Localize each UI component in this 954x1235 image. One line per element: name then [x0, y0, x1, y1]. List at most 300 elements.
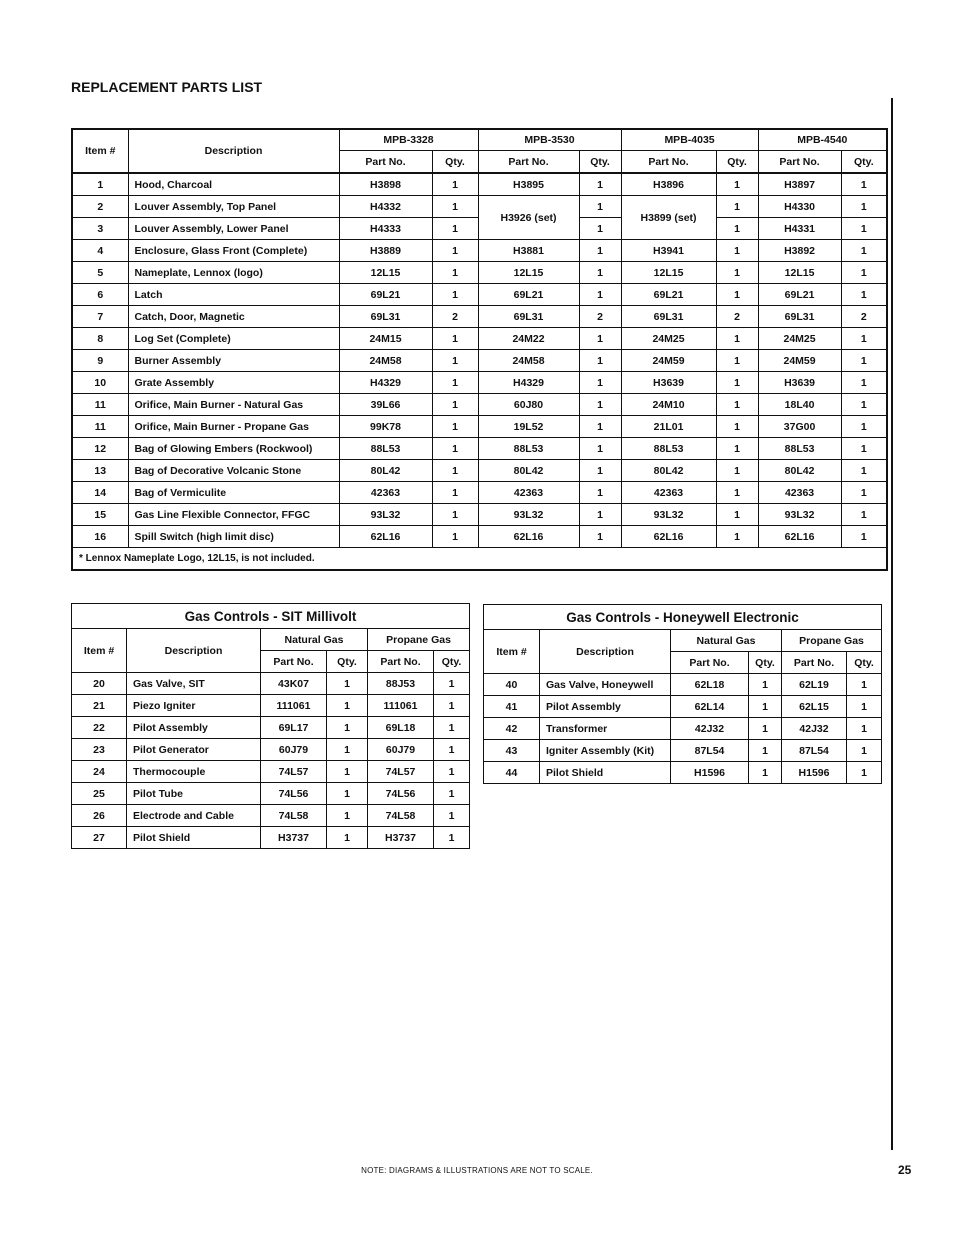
- header-qty: Qty.: [716, 151, 758, 174]
- quantity: 1: [579, 173, 621, 196]
- part-description: Transformer: [540, 718, 671, 740]
- part-number: 62L16: [758, 526, 841, 548]
- part-number: 24M58: [339, 350, 432, 372]
- propane-gas-quantity: 1: [847, 718, 882, 740]
- natural-gas-quantity: 1: [749, 674, 782, 696]
- natural-gas-quantity: 1: [327, 783, 368, 805]
- propane-gas-part-number: H3737: [368, 827, 434, 849]
- replacement-parts-table: [71, 128, 888, 571]
- quantity: 1: [432, 328, 478, 350]
- part-number: 88L53: [758, 438, 841, 460]
- part-number: 69L21: [621, 284, 716, 306]
- part-number: 99K78: [339, 416, 432, 438]
- table-row: [72, 739, 470, 761]
- part-number: 62L16: [621, 526, 716, 548]
- part-number: H3897: [758, 173, 841, 196]
- natural-gas-quantity: 1: [327, 739, 368, 761]
- natural-gas-part-number: 74L57: [261, 761, 327, 783]
- part-description: Pilot Generator: [127, 739, 261, 761]
- part-description: Gas Valve, Honeywell: [540, 674, 671, 696]
- quantity: 1: [432, 262, 478, 284]
- quantity: 1: [579, 262, 621, 284]
- quantity: 1: [579, 482, 621, 504]
- quantity: 1: [716, 328, 758, 350]
- part-number: 69L21: [758, 284, 841, 306]
- quantity: 1: [432, 438, 478, 460]
- item-number: 3: [72, 218, 128, 240]
- item-number: 42: [484, 718, 540, 740]
- part-number: 93L32: [758, 504, 841, 526]
- propane-gas-part-number: 74L58: [368, 805, 434, 827]
- table-row: [72, 717, 470, 739]
- part-number: 62L16: [478, 526, 579, 548]
- quantity: 1: [841, 416, 887, 438]
- quantity: 1: [579, 460, 621, 482]
- part-number: 12L15: [339, 262, 432, 284]
- quantity: 1: [841, 526, 887, 548]
- part-description: Gas Line Flexible Connector, FFGC: [128, 504, 339, 526]
- quantity: 1: [432, 218, 478, 240]
- part-number: 69L31: [758, 306, 841, 328]
- part-number: H3892: [758, 240, 841, 262]
- part-number: 42363: [478, 482, 579, 504]
- propane-gas-quantity: 1: [847, 674, 882, 696]
- table-row: [72, 805, 470, 827]
- natural-gas-part-number: 62L14: [671, 696, 749, 718]
- quantity: 1: [841, 284, 887, 306]
- item-number: 7: [72, 306, 128, 328]
- natural-gas-quantity: 1: [327, 805, 368, 827]
- item-number: 6: [72, 284, 128, 306]
- quantity: 1: [841, 240, 887, 262]
- item-number: 11: [72, 394, 128, 416]
- part-number: 60J80: [478, 394, 579, 416]
- propane-gas-part-number: 62L19: [782, 674, 847, 696]
- propane-gas-quantity: 1: [434, 739, 470, 761]
- propane-gas-quantity: 1: [434, 761, 470, 783]
- header-part-no: Part No.: [339, 151, 432, 174]
- header-qty: Qty.: [847, 652, 882, 674]
- natural-gas-part-number: 43K07: [261, 673, 327, 695]
- part-number: 24M10: [621, 394, 716, 416]
- part-number: 93L32: [478, 504, 579, 526]
- header-qty: Qty.: [841, 151, 887, 174]
- header-qty: Qty.: [327, 651, 368, 673]
- quantity: 2: [716, 306, 758, 328]
- part-description: Burner Assembly: [128, 350, 339, 372]
- propane-gas-quantity: 1: [847, 696, 882, 718]
- header-natural-gas: Natural Gas: [671, 630, 782, 652]
- header-part-no: Part No.: [782, 652, 847, 674]
- item-number: 12: [72, 438, 128, 460]
- part-description: Bag of Decorative Volcanic Stone: [128, 460, 339, 482]
- footnote: * Lennox Nameplate Logo, 12L15, is not included.: [72, 548, 887, 571]
- table-row: [72, 482, 887, 504]
- quantity: 1: [716, 262, 758, 284]
- natural-gas-quantity: 1: [327, 761, 368, 783]
- part-number: 24M58: [478, 350, 579, 372]
- part-description: Louver Assembly, Lower Panel: [128, 218, 339, 240]
- part-number: 18L40: [758, 394, 841, 416]
- item-number: 5: [72, 262, 128, 284]
- natural-gas-part-number: 111061: [261, 695, 327, 717]
- table-row: [484, 762, 882, 784]
- quantity: 1: [716, 240, 758, 262]
- part-number: 24M59: [621, 350, 716, 372]
- natural-gas-part-number: 74L56: [261, 783, 327, 805]
- natural-gas-part-number: 74L58: [261, 805, 327, 827]
- table-row: [72, 827, 470, 849]
- part-number: H4331: [758, 218, 841, 240]
- part-description: Thermocouple: [127, 761, 261, 783]
- table-row: [484, 696, 882, 718]
- part-number: 39L66: [339, 394, 432, 416]
- natural-gas-quantity: 1: [327, 695, 368, 717]
- part-description: Pilot Assembly: [127, 717, 261, 739]
- quantity: 1: [432, 372, 478, 394]
- part-description: Catch, Door, Magnetic: [128, 306, 339, 328]
- table-row: [484, 740, 882, 762]
- propane-gas-quantity: 1: [847, 762, 882, 784]
- table-row: [72, 783, 470, 805]
- quantity: 1: [716, 416, 758, 438]
- header-item: Item #: [484, 630, 540, 674]
- table-row: [72, 240, 887, 262]
- quantity: 1: [579, 218, 621, 240]
- quantity: 1: [716, 284, 758, 306]
- natural-gas-quantity: 1: [749, 762, 782, 784]
- table-row: [72, 673, 470, 695]
- item-number: 8: [72, 328, 128, 350]
- quantity: 1: [716, 504, 758, 526]
- natural-gas-part-number: 87L54: [671, 740, 749, 762]
- quantity: 1: [579, 394, 621, 416]
- natural-gas-part-number: 62L18: [671, 674, 749, 696]
- part-description: Nameplate, Lennox (logo): [128, 262, 339, 284]
- table-caption: Gas Controls - SIT Millivolt: [72, 604, 470, 629]
- header-qty: Qty.: [434, 651, 470, 673]
- part-number: 88L53: [339, 438, 432, 460]
- part-number: 80L42: [758, 460, 841, 482]
- natural-gas-quantity: 1: [327, 717, 368, 739]
- part-number: H4330: [758, 196, 841, 218]
- part-number: H3898: [339, 173, 432, 196]
- part-description: Spill Switch (high limit disc): [128, 526, 339, 548]
- quantity: 1: [841, 482, 887, 504]
- header-model: MPB-3328: [339, 129, 478, 151]
- table-row: [72, 695, 470, 717]
- propane-gas-part-number: H1596: [782, 762, 847, 784]
- header-description: Description: [127, 629, 261, 673]
- item-number: 24: [72, 761, 127, 783]
- table-row: [72, 372, 887, 394]
- quantity: 1: [841, 372, 887, 394]
- header-natural-gas: Natural Gas: [261, 629, 368, 651]
- quantity: 1: [579, 350, 621, 372]
- quantity: 1: [716, 350, 758, 372]
- quantity: 2: [841, 306, 887, 328]
- natural-gas-part-number: 69L17: [261, 717, 327, 739]
- part-number: 12L15: [621, 262, 716, 284]
- part-description: Grate Assembly: [128, 372, 339, 394]
- table-row: [484, 718, 882, 740]
- header-item: Item #: [72, 629, 127, 673]
- propane-gas-part-number: 60J79: [368, 739, 434, 761]
- item-number: 14: [72, 482, 128, 504]
- item-number: 2: [72, 196, 128, 218]
- propane-gas-quantity: 1: [434, 673, 470, 695]
- quantity: 1: [841, 196, 887, 218]
- part-description: Enclosure, Glass Front (Complete): [128, 240, 339, 262]
- quantity: 1: [841, 218, 887, 240]
- quantity: 1: [841, 262, 887, 284]
- header-qty: Qty.: [579, 151, 621, 174]
- item-number: 20: [72, 673, 127, 695]
- quantity: 1: [716, 218, 758, 240]
- part-number: 80L42: [478, 460, 579, 482]
- item-number: 4: [72, 240, 128, 262]
- quantity: 1: [579, 284, 621, 306]
- table-row: [72, 438, 887, 460]
- page-title: REPLACEMENT PARTS LIST: [71, 79, 263, 95]
- table-row: [72, 196, 887, 218]
- item-number: 21: [72, 695, 127, 717]
- item-number: 26: [72, 805, 127, 827]
- item-number: 10: [72, 372, 128, 394]
- part-number: 37G00: [758, 416, 841, 438]
- vertical-rule: [891, 98, 893, 1150]
- quantity: 1: [432, 416, 478, 438]
- propane-gas-quantity: 1: [434, 783, 470, 805]
- page-number: 25: [898, 1163, 912, 1177]
- propane-gas-part-number: 87L54: [782, 740, 847, 762]
- part-description: Orifice, Main Burner - Natural Gas: [128, 394, 339, 416]
- item-number: 40: [484, 674, 540, 696]
- part-number: H3639: [758, 372, 841, 394]
- quantity: 1: [432, 482, 478, 504]
- propane-gas-part-number: 74L57: [368, 761, 434, 783]
- part-description: Igniter Assembly (Kit): [540, 740, 671, 762]
- part-number: H4332: [339, 196, 432, 218]
- header-model: MPB-4540: [758, 129, 887, 151]
- part-description: Piezo Igniter: [127, 695, 261, 717]
- part-number: H3941: [621, 240, 716, 262]
- quantity: 1: [579, 438, 621, 460]
- part-description: Log Set (Complete): [128, 328, 339, 350]
- part-number: H3881: [478, 240, 579, 262]
- item-number: 1: [72, 173, 128, 196]
- quantity: 1: [432, 350, 478, 372]
- quantity: 1: [716, 438, 758, 460]
- quantity: 1: [432, 173, 478, 196]
- honeywell-electronic-table: [483, 604, 882, 784]
- part-number: 21L01: [621, 416, 716, 438]
- part-number: 88L53: [478, 438, 579, 460]
- part-description: Pilot Assembly: [540, 696, 671, 718]
- natural-gas-quantity: 1: [749, 740, 782, 762]
- quantity: 1: [432, 504, 478, 526]
- table-row: [72, 284, 887, 306]
- propane-gas-part-number: 69L18: [368, 717, 434, 739]
- header-qty: Qty.: [749, 652, 782, 674]
- part-number: H3639: [621, 372, 716, 394]
- table-row: [72, 460, 887, 482]
- header-propane-gas: Propane Gas: [368, 629, 470, 651]
- table-row: [484, 674, 882, 696]
- quantity: 1: [579, 372, 621, 394]
- part-description: Orifice, Main Burner - Propane Gas: [128, 416, 339, 438]
- quantity: 1: [432, 196, 478, 218]
- item-number: 44: [484, 762, 540, 784]
- part-number: 24M22: [478, 328, 579, 350]
- natural-gas-quantity: 1: [327, 673, 368, 695]
- quantity: 1: [841, 504, 887, 526]
- part-description: Pilot Shield: [127, 827, 261, 849]
- natural-gas-part-number: 60J79: [261, 739, 327, 761]
- part-number: H3895: [478, 173, 579, 196]
- item-number: 9: [72, 350, 128, 372]
- part-description: Bag of Glowing Embers (Rockwool): [128, 438, 339, 460]
- item-number: 13: [72, 460, 128, 482]
- header-qty: Qty.: [432, 151, 478, 174]
- table-row: [72, 173, 887, 196]
- part-number: 24M59: [758, 350, 841, 372]
- part-number: 93L32: [339, 504, 432, 526]
- quantity: 1: [716, 460, 758, 482]
- header-model: MPB-4035: [621, 129, 758, 151]
- header-part-no: Part No.: [621, 151, 716, 174]
- quantity: 1: [579, 526, 621, 548]
- quantity: 1: [432, 284, 478, 306]
- part-number: 69L31: [621, 306, 716, 328]
- part-number: 12L15: [758, 262, 841, 284]
- quantity: 1: [841, 350, 887, 372]
- propane-gas-quantity: 1: [434, 827, 470, 849]
- natural-gas-part-number: H1596: [671, 762, 749, 784]
- item-number: 15: [72, 504, 128, 526]
- propane-gas-quantity: 1: [847, 740, 882, 762]
- quantity: 1: [841, 438, 887, 460]
- propane-gas-part-number: 111061: [368, 695, 434, 717]
- quantity: 1: [716, 196, 758, 218]
- part-number-set: H3899 (set): [621, 196, 716, 240]
- quantity: 1: [579, 504, 621, 526]
- part-number: H3889: [339, 240, 432, 262]
- part-number: 69L31: [478, 306, 579, 328]
- part-number: 69L31: [339, 306, 432, 328]
- part-description: Gas Valve, SIT: [127, 673, 261, 695]
- sit-millivolt-table: [71, 603, 470, 849]
- part-number: 62L16: [339, 526, 432, 548]
- table-row: [72, 394, 887, 416]
- part-number: 80L42: [339, 460, 432, 482]
- quantity: 1: [716, 526, 758, 548]
- part-number: H3896: [621, 173, 716, 196]
- header-item: Item #: [72, 129, 128, 173]
- quantity: 1: [579, 416, 621, 438]
- propane-gas-part-number: 62L15: [782, 696, 847, 718]
- header-part-no: Part No.: [671, 652, 749, 674]
- item-number: 43: [484, 740, 540, 762]
- part-number: 42363: [621, 482, 716, 504]
- quantity: 1: [579, 196, 621, 218]
- natural-gas-part-number: H3737: [261, 827, 327, 849]
- header-part-no: Part No.: [368, 651, 434, 673]
- natural-gas-quantity: 1: [749, 718, 782, 740]
- part-number: H4329: [339, 372, 432, 394]
- natural-gas-part-number: 42J32: [671, 718, 749, 740]
- quantity: 1: [432, 240, 478, 262]
- quantity: 1: [841, 394, 887, 416]
- quantity: 1: [716, 482, 758, 504]
- part-number: 19L52: [478, 416, 579, 438]
- part-number: 12L15: [478, 262, 579, 284]
- natural-gas-quantity: 1: [749, 696, 782, 718]
- part-number: 24M15: [339, 328, 432, 350]
- quantity: 1: [841, 460, 887, 482]
- table-row: [72, 416, 887, 438]
- item-number: 16: [72, 526, 128, 548]
- header-description: Description: [540, 630, 671, 674]
- table-caption: Gas Controls - Honeywell Electronic: [484, 605, 882, 630]
- item-number: 41: [484, 696, 540, 718]
- quantity: 2: [579, 306, 621, 328]
- item-number: 23: [72, 739, 127, 761]
- quantity: 1: [841, 328, 887, 350]
- table-row: [72, 262, 887, 284]
- natural-gas-quantity: 1: [327, 827, 368, 849]
- header-part-no: Part No.: [478, 151, 579, 174]
- quantity: 1: [432, 460, 478, 482]
- table-row: [72, 761, 470, 783]
- item-number: 22: [72, 717, 127, 739]
- quantity: 1: [716, 173, 758, 196]
- item-number: 11: [72, 416, 128, 438]
- table-row: [72, 526, 887, 548]
- propane-gas-part-number: 88J53: [368, 673, 434, 695]
- quantity: 1: [716, 372, 758, 394]
- table-row: [72, 350, 887, 372]
- part-description: Pilot Tube: [127, 783, 261, 805]
- quantity: 1: [579, 240, 621, 262]
- quantity: 1: [841, 173, 887, 196]
- part-description: Electrode and Cable: [127, 805, 261, 827]
- part-number-set: H3926 (set): [478, 196, 579, 240]
- propane-gas-quantity: 1: [434, 695, 470, 717]
- table-row: [72, 328, 887, 350]
- quantity: 2: [432, 306, 478, 328]
- item-number: 25: [72, 783, 127, 805]
- part-number: 24M25: [621, 328, 716, 350]
- part-number: 42363: [339, 482, 432, 504]
- header-description: Description: [128, 129, 339, 173]
- part-description: Louver Assembly, Top Panel: [128, 196, 339, 218]
- part-number: H4329: [478, 372, 579, 394]
- header-part-no: Part No.: [261, 651, 327, 673]
- header-model: MPB-3530: [478, 129, 621, 151]
- part-number: 93L32: [621, 504, 716, 526]
- part-number: 69L21: [339, 284, 432, 306]
- item-number: 27: [72, 827, 127, 849]
- table-row: [72, 504, 887, 526]
- part-number: H4333: [339, 218, 432, 240]
- propane-gas-quantity: 1: [434, 717, 470, 739]
- part-number: 69L21: [478, 284, 579, 306]
- part-description: Pilot Shield: [540, 762, 671, 784]
- part-number: 24M25: [758, 328, 841, 350]
- quantity: 1: [579, 328, 621, 350]
- quantity: 1: [716, 394, 758, 416]
